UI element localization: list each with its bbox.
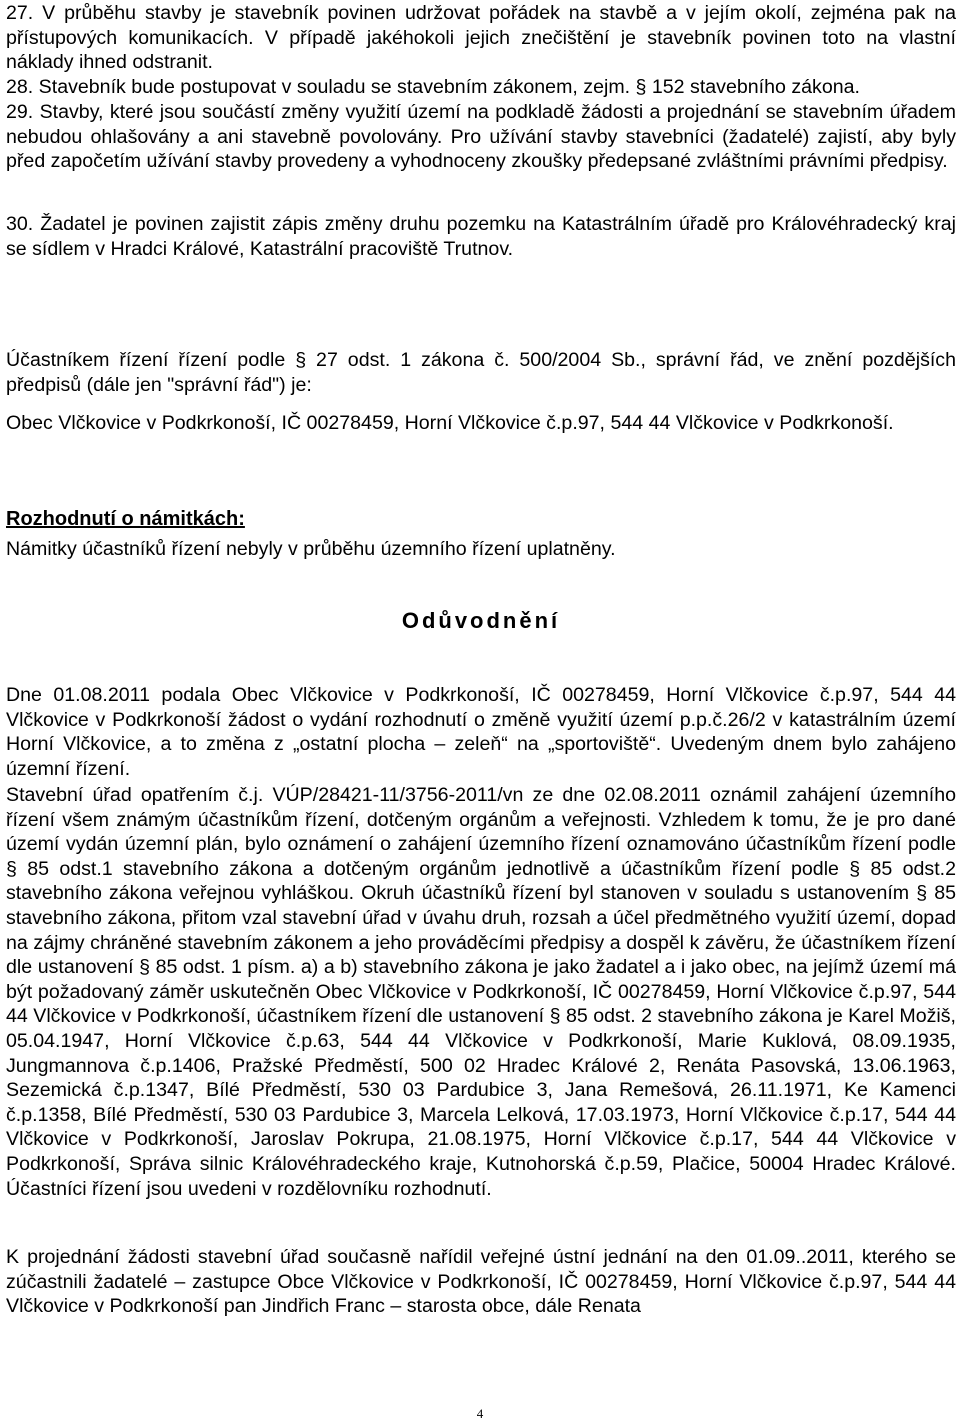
condition-30: 30. Žadatel je povinen zajistit zápis změny druhu pozemku na Katastrálním úřadě pro Královéhradecký kraj se sídlem v Hradci Králové, Katastrální pracoviště Trutnov.	[6, 213, 956, 260]
page-number: 4	[476, 1406, 484, 1421]
reasoning-para-1: Dne 01.08.2011 podala Obec Vlčkovice v Podkrkonoší, IČ 00278459, Horní Vlčkovice č.p.97, 544 44 Vlčkovice v Podkrkonoší žádost o vydání rozhodnutí o změně využití území p.p.č.26/2 v katastrálním území Horní Vlčkovice, a to změna z „ostatní plocha – zeleň“ na „sportoviště“. Uvedeným dnem bylo zahájeno územní řízení.	[6, 684, 956, 780]
reasoning-para-2: Stavební úřad opatřením č.j. VÚP/28421-11/3756-2011/vn ze dne 02.08.2011 oznámil zahájení územního řízení všem známým účastníkům řízení, dotčeným orgánům a veřejnosti. Vzhledem k tomu, že je pro dané území vydán územní plán, bylo oznámení o zahájení územního řízení oznamováno účastníkům řízení podle § 85 odst.1 stavebního zákona a dotčeným orgánům jednotlivě a účastníkům řízení podle § 85 odst.2 stavebního zákona veřejnou vyhláškou. Okruh účastníků řízení byl stanoven v souladu s ustanovením § 85 stavebního zákona, přitom vzal stavební úřad v úvahu druh, rozsah a účel předmětného využití území, dopad na zájmy chráněné stavebním zákonem a jeho prováděcími předpisy a dospěl k závěru, že účastníkem řízení dle ustanovení § 85 odst. 1 písm. a) a b) stavebního zákona je jako žadatel a i jako obec, na jejímž území má být požadovaný záměr uskutečněn Obec Vlčkovice v Podkrkonoší, IČ 00278459, Horní Vlčkovice č.p.97, 544 44 Vlčkovice v Podkrkonoší, účastníkem řízení dle ustanovení § 85 odst. 2 stavebního zákona je Karel Možiš, 05.04.1947, Horní Vlčkovice č.p.63, 544 44 Vlčkovice v Podkrkonoší, Marie Kuklová, 08.09.1935, Jungmannova č.p.1406, Pražské Předměstí, 500 02 Hradec Králové 2, Renáta Pasovská, 13.06.1963, Sezemická č.p.1347, Bílé Předměstí, 530 03 Pardubice 3, Jana Remešová, 26.11.1971, Ke Kamenci č.p.1358, Bílé Předměstí, 530 03 Pardubice 3, Marcela Lelková, 17.03.1973, Horní Vlčkovice č.p.17, 544 44 Vlčkovice v Podkrkonoší, Jaroslav Pokrupa, 21.08.1975, Horní Vlčkovice č.p.17, 544 44 Vlčkovice v Podkrkonoší, Správa silnic Královéhradeckého kraje, Kutnohorská č.p.59, Plačice, 50004 Hradec Králové. Účastníci řízení jsou uvedeni v rozdělovníku rozhodnutí.	[6, 784, 956, 1200]
participant-intro: Účastníkem řízení řízení podle § 27 odst. 1 zákona č. 500/2004 Sb., správní řád, ve znění pozdějších předpisů (dále jen "správní řád") je:	[6, 349, 956, 396]
objections-text: Námitky účastníků řízení nebyly v průběhu územního řízení uplatněny.	[6, 538, 616, 560]
objections-heading: Rozhodnutí o námitkách:	[6, 508, 245, 530]
reasoning-title: Odůvodnění	[401, 608, 561, 633]
participant-name: Obec Vlčkovice v Podkrkonoší, IČ 00278459, Horní Vlčkovice č.p.97, 544 44 Vlčkovice v Podkrkonoší.	[6, 412, 894, 434]
condition-28: 28. Stavebník bude postupovat v souladu se stavebním zákonem, zejm. § 152 stavebního zákona.	[6, 76, 860, 98]
reasoning-para-3: K projednání žádosti stavební úřad současně nařídil veřejné ústní jednání na den 01.09..2011, kterého se zúčastnili žadatelé – zastupce Obce Vlčkovice v Podkrkonoší, IČ 00278459, Horní Vlčkovice č.p.97, 544 44 Vlčkovice v Podkrkonoší pan Jindřich Franc – starosta obce, dále Renata	[6, 1246, 956, 1318]
condition-27: 27. V průběhu stavby je stavebník povinen udržovat pořádek na stavbě a v jejím okolí, zejména pak na přístupových komunikacích. V případě jakéhokoli jejich znečištění je stavebník povinen toto na vlastní náklady ihned odstranit.	[6, 2, 956, 74]
condition-29: 29. Stavby, které jsou součástí změny využití území na podkladě žádosti a projednání se stavebním úřadem nebudou ohlašovány a ani stavebně povolovány. Pro užívání stavby stavebníci (žadatelé) zajistí, aby byly před započetím užívání stavby provedeny a vyhodnoceny zkoušky předepsané zvláštními právními předpisy.	[6, 101, 956, 173]
